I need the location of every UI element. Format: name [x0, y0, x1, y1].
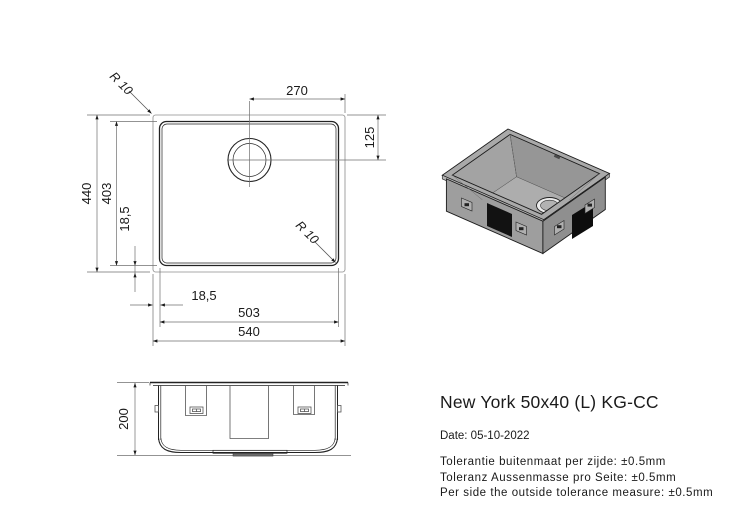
bracket-left	[186, 386, 207, 416]
dim-label-125: 125	[362, 126, 377, 149]
dim-inner-height	[99, 122, 157, 266]
dim-outer-width	[153, 324, 345, 341]
bracket-right	[294, 386, 315, 415]
dim-label-18-5-vertical: 18,5	[117, 206, 132, 232]
tolerance-block	[440, 455, 713, 502]
side-tab-left	[155, 406, 159, 413]
tolerance-line-de: Toleranz Aussenmasse pro Seite: ±0.5mm	[440, 471, 677, 484]
bowl-bottom-inner	[161, 438, 335, 450]
dim-inset-left-vertical	[117, 206, 135, 292]
dim-depth	[116, 383, 135, 455]
side-tab-right	[338, 406, 342, 413]
dim-label-200: 200	[116, 408, 131, 430]
date-text: Date: 05-10-2022	[440, 430, 530, 442]
tolerance-line-nl: Tolerantie buitenmaat per zijde: ±0.5mm	[440, 456, 666, 468]
radius-label-top-left: R 10	[106, 69, 136, 98]
dim-label-403: 403	[99, 182, 114, 205]
dim-label-540: 540	[238, 324, 260, 339]
iso-view	[442, 129, 609, 254]
radius-callout-bottom-right	[293, 218, 336, 262]
dim-label-440: 440	[79, 182, 94, 205]
dim-drain-from-right	[250, 83, 346, 113]
center-pad-box	[230, 386, 269, 439]
product-title: New York 50x40 (L) KG-CC	[440, 392, 659, 412]
dim-label-18-5-bottom: 18,5	[191, 288, 217, 303]
dim-inner-width	[160, 305, 339, 322]
tolerance-line-en: Per side the outside tolerance measure: ±0.5mm	[440, 487, 714, 499]
radius-label-bottom-right: R 10	[292, 218, 322, 247]
info-block	[440, 392, 713, 502]
dim-drain-from-top	[347, 115, 386, 160]
radius-callout-top-left	[107, 69, 152, 113]
front-view	[116, 383, 351, 457]
dim-label-270: 270	[286, 83, 308, 98]
top-view	[79, 69, 386, 346]
dim-outer-height	[79, 115, 150, 272]
drain-strip	[233, 453, 273, 456]
dim-label-503: 503	[238, 305, 260, 320]
dim-inset-bottom	[130, 288, 217, 305]
